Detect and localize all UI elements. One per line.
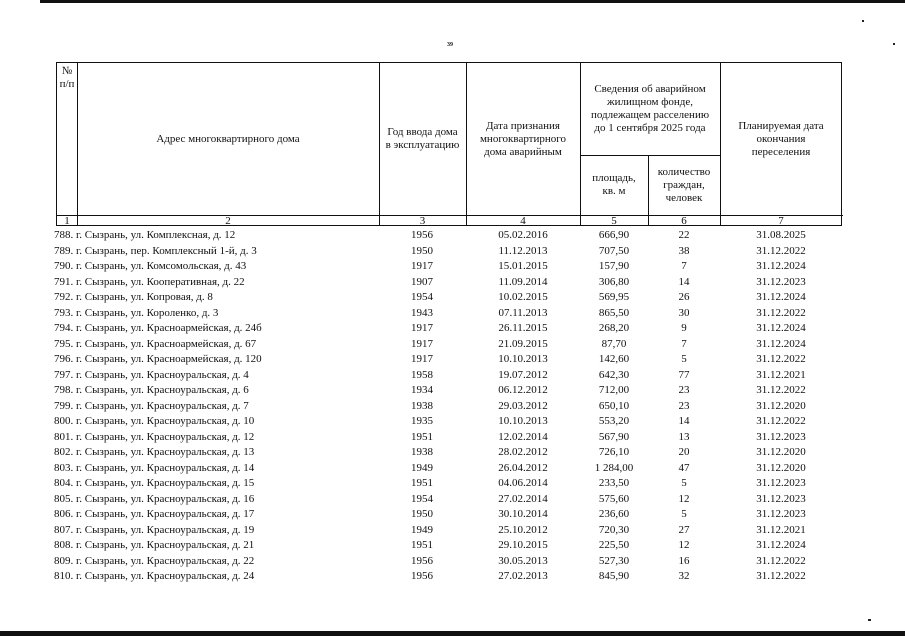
cell-address: 802. г. Сызрань, ул. Красноуральская, д. 13 xyxy=(54,446,255,458)
cell-area: 707,50 xyxy=(598,244,630,257)
cell-people: 30 xyxy=(678,306,690,319)
cell-area: 567,90 xyxy=(598,430,630,443)
column-number: 1 xyxy=(64,215,70,227)
cell-year: 1917 xyxy=(411,322,433,334)
cell-people: 5 xyxy=(681,477,687,489)
table-row xyxy=(56,430,842,446)
scan-speck xyxy=(868,619,871,621)
cell-people: 13 xyxy=(678,430,690,443)
cell-plan: 31.12.2021 xyxy=(756,368,806,381)
cell-year: 1956 xyxy=(411,554,433,567)
cell-year: 1934 xyxy=(411,384,433,396)
cell-plan: 31.12.2020 xyxy=(756,461,806,474)
cell-date: 12.02.2014 xyxy=(498,430,548,443)
table-row xyxy=(56,321,842,337)
cell-date: 11.09.2014 xyxy=(498,275,548,288)
cell-area: 225,50 xyxy=(598,539,630,551)
table-row xyxy=(56,492,842,508)
cell-address: 806. г. Сызрань, ул. Красноуральская, д. 17 xyxy=(54,508,255,520)
cell-plan: 31.12.2022 xyxy=(756,570,806,582)
cell-plan: 31.12.2024 xyxy=(756,260,806,272)
page-number: 39 xyxy=(447,42,453,48)
cell-plan: 31.12.2023 xyxy=(756,275,806,288)
cell-year: 1935 xyxy=(411,415,433,427)
column-number: 7 xyxy=(778,215,784,227)
cell-plan: 31.12.2022 xyxy=(756,384,806,396)
header-col-emergency-group: Сведения об аварийном жилищном фонде, подлежащем расселению до 1 сентября 2025 года xyxy=(590,83,710,134)
cell-area: 865,50 xyxy=(598,306,630,319)
cell-address: 788. г. Сызрань, ул. Комплексная, д. 12 xyxy=(54,229,236,241)
cell-area: 720,30 xyxy=(598,523,630,536)
cell-area: 236,60 xyxy=(598,508,630,520)
cell-date: 06.12.2012 xyxy=(498,384,548,396)
column-number: 4 xyxy=(520,215,526,227)
cell-year: 1950 xyxy=(411,244,433,257)
cell-people: 12 xyxy=(678,492,690,505)
cell-date: 05.02.2016 xyxy=(498,229,548,241)
cell-plan: 31.08.2025 xyxy=(756,229,806,241)
cell-year: 1951 xyxy=(411,430,433,443)
cell-address: 804. г. Сызрань, ул. Красноуральская, д. 15 xyxy=(54,477,255,489)
cell-people: 5 xyxy=(681,353,687,365)
cell-year: 1956 xyxy=(411,570,433,582)
cell-date: 26.11.2015 xyxy=(498,322,548,334)
cell-area: 666,90 xyxy=(598,229,630,241)
cell-year: 1917 xyxy=(411,260,433,272)
table-row xyxy=(56,399,842,415)
table-row xyxy=(56,337,842,353)
cell-area: 142,60 xyxy=(598,353,630,365)
table-row xyxy=(56,507,842,523)
cell-area: 87,70 xyxy=(601,337,627,350)
cell-address: 796. г. Сызрань, ул. Красноармейская, д. 120 xyxy=(54,353,262,365)
cell-plan: 31.12.2024 xyxy=(756,337,806,350)
cell-year: 1950 xyxy=(411,508,433,520)
cell-year: 1958 xyxy=(411,368,433,381)
cell-area: 650,10 xyxy=(598,399,630,412)
cell-address: 793. г. Сызрань, ул. Короленко, д. 3 xyxy=(54,306,219,319)
table-row xyxy=(56,368,842,384)
table-row xyxy=(56,228,842,244)
cell-plan: 31.12.2023 xyxy=(756,492,806,505)
table-row xyxy=(56,352,842,368)
cell-people: 20 xyxy=(678,446,690,458)
cell-date: 30.10.2014 xyxy=(498,508,548,520)
cell-plan: 31.12.2022 xyxy=(756,415,806,427)
table-row xyxy=(56,554,842,570)
table-row xyxy=(56,244,842,260)
cell-date: 04.06.2014 xyxy=(498,477,548,489)
column-number: 6 xyxy=(681,215,687,227)
cell-date: 10.10.2013 xyxy=(498,415,548,427)
cell-year: 1956 xyxy=(411,229,433,241)
cell-address: 795. г. Сызрань, ул. Красноармейская, д. 67 xyxy=(54,337,257,350)
cell-plan: 31.12.2024 xyxy=(756,322,806,334)
cell-people: 5 xyxy=(681,508,687,520)
cell-date: 19.07.2012 xyxy=(498,368,548,381)
cell-plan: 31.12.2020 xyxy=(756,446,806,458)
cell-year: 1951 xyxy=(411,539,433,551)
header-col-year: Год ввода дома в эксплуатацию xyxy=(385,126,460,151)
cell-date: 26.04.2012 xyxy=(498,461,548,474)
column-number: 3 xyxy=(419,215,426,227)
cell-area: 726,10 xyxy=(598,446,630,458)
table-body xyxy=(56,228,842,585)
cell-date: 07.11.2013 xyxy=(498,306,548,319)
cell-address: 809. г. Сызрань, ул. Красноуральская, д. 22 xyxy=(54,554,255,567)
cell-plan: 31.12.2024 xyxy=(756,291,806,303)
cell-area: 157,90 xyxy=(598,260,630,272)
cell-year: 1907 xyxy=(411,275,433,288)
table-header xyxy=(56,62,842,226)
cell-date: 30.05.2013 xyxy=(498,554,548,567)
cell-area: 553,20 xyxy=(598,415,630,427)
scan-top-edge xyxy=(40,0,905,3)
cell-year: 1917 xyxy=(411,353,433,365)
table-row xyxy=(56,383,842,399)
table-row xyxy=(56,523,842,539)
cell-address: 790. г. Сызрань, ул. Комсомольская, д. 43 xyxy=(54,260,247,272)
cell-address: 807. г. Сызрань, ул. Красноуральская, д. 19 xyxy=(54,523,255,536)
table-row xyxy=(56,538,842,554)
cell-people: 16 xyxy=(678,554,690,567)
table-row xyxy=(56,306,842,322)
cell-year: 1949 xyxy=(411,461,433,474)
header-col-area: площадь, кв. м xyxy=(592,172,636,197)
cell-plan: 31.12.2022 xyxy=(756,554,806,567)
cell-people: 22 xyxy=(678,229,690,241)
cell-address: 792. г. Сызрань, ул. Копровая, д. 8 xyxy=(54,291,213,303)
cell-date: 28.02.2012 xyxy=(498,446,548,458)
cell-plan: 31.12.2021 xyxy=(756,523,806,536)
cell-people: 26 xyxy=(678,291,690,303)
cell-people: 12 xyxy=(678,539,690,551)
column-number: 5 xyxy=(611,215,617,227)
cell-plan: 31.12.2024 xyxy=(756,539,806,551)
cell-area: 233,50 xyxy=(598,477,630,489)
cell-people: 47 xyxy=(678,461,690,474)
cell-year: 1938 xyxy=(411,446,433,458)
cell-date: 29.10.2015 xyxy=(498,539,548,551)
cell-date: 21.09.2015 xyxy=(498,337,548,350)
cell-area: 1 284,00 xyxy=(594,461,634,474)
table-row xyxy=(56,445,842,461)
cell-date: 29.03.2012 xyxy=(498,399,548,412)
table-row xyxy=(56,275,842,291)
cell-address: 803. г. Сызрань, ул. Красноуральская, д. 14 xyxy=(54,461,255,474)
scan-bottom-edge xyxy=(0,631,905,636)
cell-people: 14 xyxy=(678,275,690,288)
cell-year: 1943 xyxy=(411,306,433,319)
cell-people: 23 xyxy=(678,399,690,412)
cell-address: 799. г. Сызрань, ул. Красноуральская, д. 7 xyxy=(54,399,249,412)
cell-plan: 31.12.2023 xyxy=(756,508,806,520)
header-col-people: количество граждан, человек xyxy=(657,165,711,204)
header-col-plan: Планируемая дата окончания переселения xyxy=(738,119,824,158)
table-row xyxy=(56,259,842,275)
cell-area: 569,95 xyxy=(598,291,630,303)
cell-address: 800. г. Сызрань, ул. Красноуральская, д. 10 xyxy=(54,415,255,427)
scan-speck xyxy=(862,20,864,22)
cell-area: 575,60 xyxy=(598,492,630,505)
cell-people: 77 xyxy=(678,368,690,381)
cell-plan: 31.12.2023 xyxy=(756,430,806,443)
cell-date: 27.02.2013 xyxy=(498,570,548,582)
cell-address: 789. г. Сызрань, пер. Комплексный 1-й, д. 3 xyxy=(54,244,257,257)
cell-year: 1954 xyxy=(411,291,433,303)
cell-address: 797. г. Сызрань, ул. Красноуральская, д. 4 xyxy=(54,368,249,381)
cell-people: 14 xyxy=(678,415,690,427)
cell-area: 642,30 xyxy=(598,368,630,381)
cell-address: 798. г. Сызрань, ул. Красноуральская, д. 6 xyxy=(54,384,249,396)
table-row xyxy=(56,569,842,585)
cell-date: 27.02.2014 xyxy=(498,492,548,505)
cell-people: 7 xyxy=(681,260,687,272)
cell-plan: 31.12.2022 xyxy=(756,353,806,365)
cell-area: 268,20 xyxy=(598,322,630,334)
header-col-date: Дата признания многоквартирного дома аварийным xyxy=(479,119,567,158)
cell-year: 1954 xyxy=(411,492,433,505)
cell-people: 38 xyxy=(678,244,690,257)
cell-address: 791. г. Сызрань, ул. Кооперативная, д. 22 xyxy=(54,275,245,288)
cell-area: 712,00 xyxy=(598,384,630,396)
cell-address: 808. г. Сызрань, ул. Красноуральская, д. 21 xyxy=(54,539,255,551)
table-row xyxy=(56,414,842,430)
column-number: 2 xyxy=(225,215,231,227)
cell-year: 1917 xyxy=(411,337,433,350)
cell-plan: 31.12.2022 xyxy=(756,306,806,319)
table-row xyxy=(56,290,842,306)
table-row xyxy=(56,476,842,492)
cell-area: 845,90 xyxy=(598,570,630,582)
cell-address: 810. г. Сызрань, ул. Красноуральская, д. 24 xyxy=(54,570,255,582)
cell-year: 1951 xyxy=(411,477,433,489)
scan-speck xyxy=(893,43,895,45)
cell-people: 7 xyxy=(681,337,687,350)
cell-date: 25.10.2012 xyxy=(498,523,548,536)
cell-people: 9 xyxy=(681,322,687,334)
header-col-no: № п/п xyxy=(59,65,75,90)
cell-area: 527,30 xyxy=(598,554,630,567)
cell-date: 10.02.2015 xyxy=(498,291,548,303)
cell-plan: 31.12.2020 xyxy=(756,399,806,412)
cell-year: 1938 xyxy=(411,399,433,412)
cell-people: 27 xyxy=(678,523,690,536)
cell-address: 805. г. Сызрань, ул. Красноуральская, д. 16 xyxy=(54,492,255,505)
cell-date: 11.12.2013 xyxy=(498,244,548,257)
cell-area: 306,80 xyxy=(598,275,630,288)
header-col-address: Адрес многоквартирного дома xyxy=(156,132,300,145)
cell-people: 32 xyxy=(678,570,690,582)
cell-address: 794. г. Сызрань, ул. Красноармейская, д. 24б xyxy=(54,322,262,334)
cell-year: 1949 xyxy=(411,523,433,536)
cell-address: 801. г. Сызрань, ул. Красноуральская, д. 12 xyxy=(54,430,255,443)
cell-plan: 31.12.2023 xyxy=(756,477,806,489)
table-row xyxy=(56,461,842,477)
cell-plan: 31.12.2022 xyxy=(756,244,806,257)
cell-people: 23 xyxy=(678,384,690,396)
cell-date: 10.10.2013 xyxy=(498,353,548,365)
cell-date: 15.01.2015 xyxy=(498,260,548,272)
